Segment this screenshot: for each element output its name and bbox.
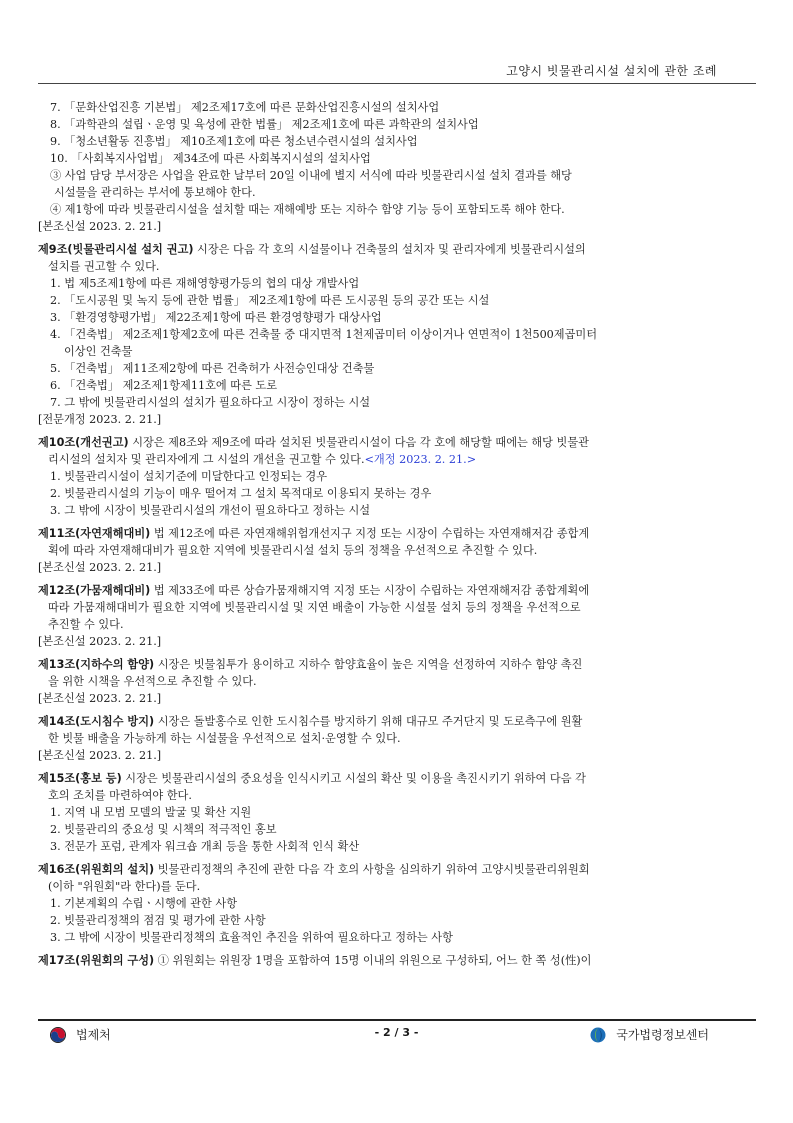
- text-span: [본조신설 2023. 2. 21.]: [38, 635, 162, 648]
- text-span: 3. 「환경영향평가법」 제22조제1항에 따른 환경영향평가 대상사업: [50, 311, 382, 324]
- article-heading: 제12조(가뭄재해대비): [38, 584, 151, 597]
- article-17: [38, 952, 756, 969]
- article-line: [38, 730, 756, 747]
- article-heading: 제16조(위원회의 설치): [38, 863, 155, 876]
- text-span: 빗물관리정책의 추진에 관한 다음 각 호의 사항을 심의하기 위하여 고양시빗물관리위원회: [154, 863, 590, 876]
- text-span: 법 제33조에 따른 상습가뭄재해지역 지정 또는 시장이 수립하는 자연재해저감 종합계획에: [150, 584, 590, 597]
- paragraph-line: [38, 167, 756, 184]
- article-9: [38, 241, 756, 258]
- amendment-note: [38, 218, 756, 235]
- text-span: 7. 「문화산업진흥 기본법」 제2조제17호에 따른 문화산업진흥시설의 설치사업: [50, 101, 440, 114]
- amendment-note: [38, 411, 756, 428]
- article-13: [38, 656, 756, 673]
- amendment-note: [38, 559, 756, 576]
- item-line: [38, 275, 756, 292]
- text-span: 한 빗물 배출을 가능하게 하는 시설물을 우선적으로 설치·운영할 수 있다.: [48, 732, 401, 745]
- amendment-note: [38, 690, 756, 707]
- text-span: 1. 빗물관리시설이 설치기준에 미달한다고 인정되는 경우: [50, 470, 328, 483]
- article-heading: 제10조(개선권고): [38, 436, 129, 449]
- item-line: [38, 360, 756, 377]
- amendment-note: [38, 633, 756, 650]
- text-span: 4. 「건축법」 제2조제1항제2호에 따른 건축물 중 대지면적 1천제곱미터 이상이거나 연면적이 1천500제곱미터: [50, 328, 598, 341]
- item-line: [38, 326, 756, 343]
- text-span: 이상인 건축물: [64, 345, 133, 358]
- paragraph-line: [38, 184, 756, 201]
- item-line: [38, 377, 756, 394]
- text-span: 시장은 제8조와 제9조에 따라 설치된 빗물관리시설이 다음 각 호에 해당할 때에는 해당 빗물관: [128, 436, 589, 449]
- text-span: [전문개정 2023. 2. 21.]: [38, 413, 162, 426]
- article-heading: 제14조(도시침수 방지): [38, 715, 155, 728]
- text-span: 설치를 권고할 수 있다.: [48, 260, 160, 273]
- text-span: 2. 빗물관리정책의 점검 및 평가에 관한 사항: [50, 914, 266, 927]
- text-span: 2. 「도시공원 및 녹지 등에 관한 법률」 제2조제1항에 따른 도시공원 등의 공간 또는 시설: [50, 294, 490, 307]
- article-line: [38, 878, 756, 895]
- page-number: - 2 / 3 -: [374, 1026, 419, 1039]
- article-line: [38, 599, 756, 616]
- text-span: 10. 「사회복지사업법」 제34조에 따른 사회복지시설의 설치사업: [50, 152, 371, 165]
- article-line: [38, 673, 756, 690]
- text-span: [본조신설 2023. 2. 21.]: [38, 749, 162, 762]
- footer-divider: [38, 1019, 756, 1021]
- item-line: [38, 804, 756, 821]
- revision-note-link[interactable]: <개정 2023. 2. 21.>: [364, 453, 477, 466]
- law-center-logo-icon: [590, 1027, 606, 1043]
- text-span: 3. 그 밖에 시장이 빗물관리시설의 개선이 필요하다고 정하는 시설: [50, 504, 371, 517]
- article-line: [38, 258, 756, 275]
- article-line: [38, 787, 756, 804]
- text-span: 법 제12조에 따른 자연재해위험개선지구 지정 또는 시장이 수립하는 자연재해저감 종합계: [150, 527, 590, 540]
- item-line: [38, 502, 756, 519]
- article-heading: 제9조(빗물관리시설 설치 권고): [38, 243, 194, 256]
- text-span: 리시설의 설치자 및 관리자에게 그 시설의 개선을 권고할 수 있다.: [48, 453, 365, 466]
- text-span: 획에 따라 자연재해대비가 필요한 지역에 빗물관리시설 설치 등의 정책을 우선적으로 추진할 수 있다.: [48, 544, 538, 557]
- text-span: 9. 「청소년활동 진흥법」 제10조제1호에 따른 청소년수련시설의 설치사업: [50, 135, 418, 148]
- header-divider: [38, 83, 756, 84]
- text-span: 시장은 빗물관리시설의 중요성을 인식시키고 시설의 확산 및 이용을 촉진시키기 위하여 다음 각: [121, 772, 586, 785]
- article-line: [38, 616, 756, 633]
- text-span: 2. 빗물관리의 중요성 및 시책의 적극적인 홍보: [50, 823, 277, 836]
- footer-right: [590, 1026, 709, 1043]
- text-span: 6. 「건축법」 제2조제1항제11호에 따른 도로: [50, 379, 278, 392]
- item-line: [38, 485, 756, 502]
- text-span: 호의 조치를 마련하여야 한다.: [48, 789, 192, 802]
- text-span: 시장은 다음 각 호의 시설물이나 건축물의 설치자 및 관리자에게 빗물관리시설의: [193, 243, 586, 256]
- text-span: 3. 전문가 포럼, 관계자 워크숍 개최 등을 통한 사회적 인식 확산: [50, 840, 360, 853]
- document-body: [38, 99, 756, 969]
- article-11: [38, 525, 756, 542]
- article-16: [38, 861, 756, 878]
- text-span: 을 위한 시책을 우선적으로 추진할 수 있다.: [48, 675, 257, 688]
- item-line: [38, 838, 756, 855]
- text-span: [본조신설 2023. 2. 21.]: [38, 561, 162, 574]
- article-line: [38, 542, 756, 559]
- item-line: [38, 99, 756, 116]
- paragraph-line: [38, 201, 756, 218]
- text-span: 1. 법 제5조제1항에 따른 재해영향평가등의 협의 대상 개발사업: [50, 277, 360, 290]
- article-14: [38, 713, 756, 730]
- item-line: [38, 895, 756, 912]
- text-span: 따라 가뭄재해대비가 필요한 지역에 빗물관리시설 및 지연 배출이 가능한 시설물 설치 등의 정책을 우선적으로: [48, 601, 581, 614]
- item-line: [38, 468, 756, 485]
- text-span: ① 위원회는 위원장 1명을 포함하여 15명 이내의 위원으로 구성하되, 어느 한 쪽 성(性)이: [154, 954, 592, 967]
- text-span: ④ 제1항에 따라 빗물관리시설을 설치할 때는 재해예방 또는 지하수 함양 기능 등이 포함되도록 해야 한다.: [50, 203, 565, 216]
- item-line: [38, 929, 756, 946]
- text-span: [본조신설 2023. 2. 21.]: [38, 220, 162, 233]
- item-line: [38, 394, 756, 411]
- text-span: 2. 빗물관리시설의 기능이 매우 떨어져 그 설치 목적대로 이용되지 못하는 경우: [50, 487, 432, 500]
- item-line: [38, 150, 756, 167]
- article-12: [38, 582, 756, 599]
- text-span: 1. 기본계획의 수립ㆍ시행에 관한 사항: [50, 897, 238, 910]
- article-heading: 제13조(지하수의 함양): [38, 658, 155, 671]
- running-header: 고양시 빗물관리시설 설치에 관한 조례: [506, 64, 717, 78]
- text-span: 추진할 수 있다.: [48, 618, 124, 631]
- article-heading: 제11조(자연재해대비): [38, 527, 151, 540]
- text-span: 5. 「건축법」 제11조제2항에 따른 건축허가 사전승인대상 건축물: [50, 362, 375, 375]
- text-span: 시장은 빗물침투가 용이하고 지하수 함양효율이 높은 지역을 선정하여 지하수 함양 촉진: [154, 658, 583, 671]
- item-line: [38, 912, 756, 929]
- article-15: [38, 770, 756, 787]
- footer-left-label: 법제처: [76, 1028, 111, 1042]
- text-span: (이하 "위원회"라 한다)를 둔다.: [48, 880, 201, 893]
- article-10: [38, 434, 756, 451]
- text-span: 시설물을 관리하는 부서에 통보해야 한다.: [54, 186, 256, 199]
- footer-right-label: 국가법령정보센터: [616, 1028, 709, 1042]
- item-line: [38, 343, 756, 360]
- text-span: 8. 「과학관의 설립ㆍ운영 및 육성에 관한 법률」 제2조제1호에 따른 과학관의 설치사업: [50, 118, 479, 131]
- item-line: [38, 116, 756, 133]
- text-span: 7. 그 밖에 빗물관리시설의 설치가 필요하다고 시장이 정하는 시설: [50, 396, 371, 409]
- article-heading: 제17조(위원회의 구성): [38, 954, 155, 967]
- article-heading: 제15조(홍보 등): [38, 772, 122, 785]
- item-line: [38, 821, 756, 838]
- item-line: [38, 309, 756, 326]
- text-span: [본조신설 2023. 2. 21.]: [38, 692, 162, 705]
- text-span: 시장은 돌발홍수로 인한 도시침수를 방지하기 위해 대규모 주거단지 및 도로측구에 원활: [154, 715, 583, 728]
- text-span: 3. 그 밖에 시장이 빗물관리정책의 효율적인 추진을 위하여 필요하다고 정하는 사항: [50, 931, 453, 944]
- item-line: [38, 133, 756, 150]
- item-line: [38, 292, 756, 309]
- article-line: [38, 451, 756, 468]
- amendment-note: [38, 747, 756, 764]
- text-span: ③ 사업 담당 부서장은 사업을 완료한 날부터 20일 이내에 별지 서식에 따라 빗물관리시설 설치 결과를 해당: [50, 169, 572, 182]
- text-span: 1. 지역 내 모범 모델의 발굴 및 확산 지원: [50, 806, 252, 819]
